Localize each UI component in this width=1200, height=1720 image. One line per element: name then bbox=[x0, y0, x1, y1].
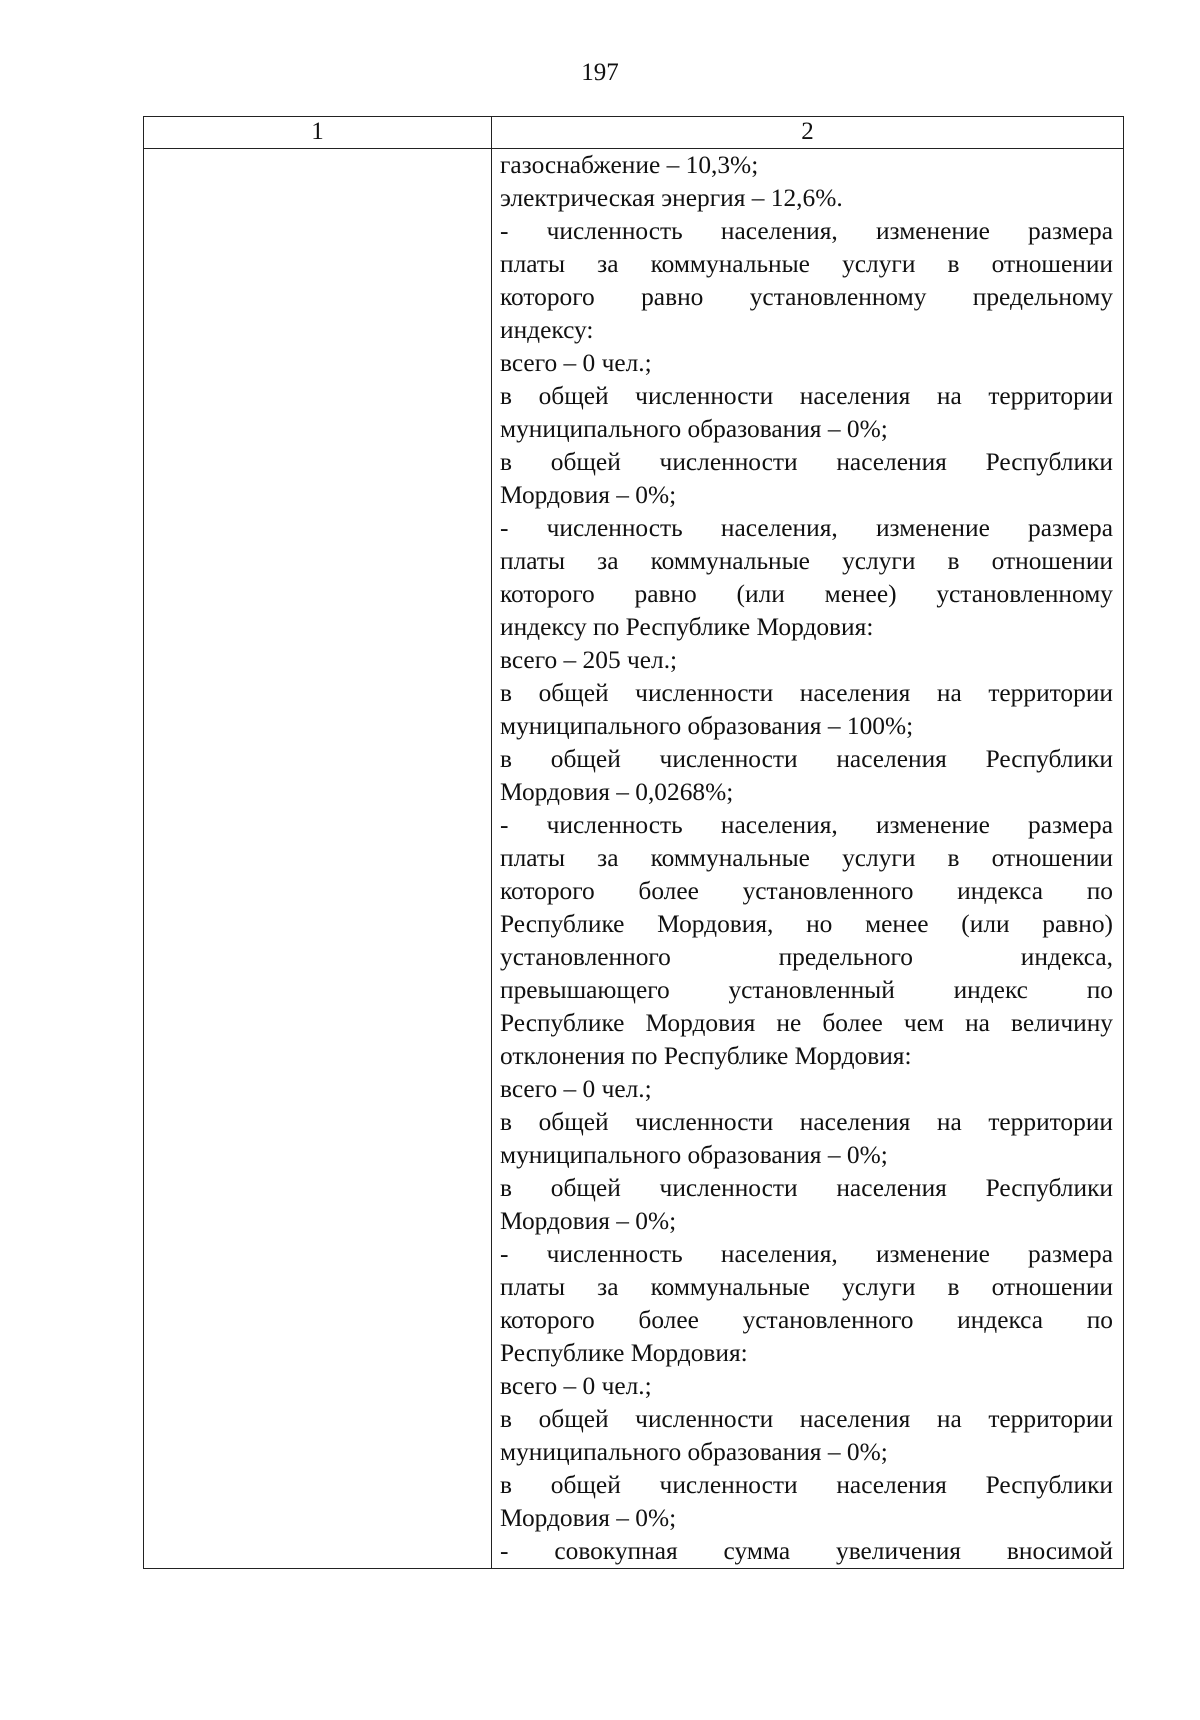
text-line: в общей численности населения на территории bbox=[500, 382, 1113, 410]
text-line: Республике Мордовия, но менее (или равно) bbox=[500, 910, 1113, 938]
text-line: всего – 205 чел.; bbox=[500, 646, 678, 674]
text-line: платы за коммунальные услуги в отношении bbox=[500, 844, 1113, 872]
column-header-1: 1 bbox=[144, 117, 492, 149]
text-line: - численность населения, изменение размера bbox=[500, 1240, 1113, 1268]
text-line: в общей численности населения Республики bbox=[500, 1471, 1113, 1499]
text-line: муниципального образования – 100%; bbox=[500, 712, 914, 740]
text-line: газоснабжение – 10,3%; bbox=[500, 151, 759, 179]
text-line: индексу по Республике Мордовия: bbox=[500, 613, 874, 641]
column-1-cell bbox=[144, 149, 492, 1569]
text-line: в общей численности населения на территории bbox=[500, 1405, 1113, 1433]
text-line: отклонения по Республике Мордовия: bbox=[500, 1042, 912, 1070]
text-line: платы за коммунальные услуги в отношении bbox=[500, 1273, 1113, 1301]
text-line: - численность населения, изменение размера bbox=[500, 811, 1113, 839]
column-2-cell bbox=[492, 149, 1124, 1569]
text-line: превышающего установленный индекс по bbox=[500, 976, 1113, 1004]
text-line: в общей численности населения Республики bbox=[500, 448, 1113, 476]
text-line: Мордовия – 0%; bbox=[500, 1504, 677, 1532]
text-line: муниципального образования – 0%; bbox=[500, 1141, 888, 1169]
text-line: в общей численности населения на территории bbox=[500, 679, 1113, 707]
text-line: электрическая энергия – 12,6%. bbox=[500, 184, 843, 212]
text-line: платы за коммунальные услуги в отношении bbox=[500, 250, 1113, 278]
text-line: муниципального образования – 0%; bbox=[500, 1438, 888, 1466]
text-line: в общей численности населения на территории bbox=[500, 1108, 1113, 1136]
text-line: всего – 0 чел.; bbox=[500, 349, 652, 377]
text-line: индексу: bbox=[500, 316, 594, 344]
text-line: которого более установленного индекса по bbox=[500, 877, 1113, 905]
text-line: - численность населения, изменение размера bbox=[500, 514, 1113, 542]
text-line: Мордовия – 0%; bbox=[500, 1207, 677, 1235]
column-2-text bbox=[500, 149, 1113, 1568]
column-header-2: 2 bbox=[492, 117, 1124, 149]
text-line: - совокупная сумма увеличения вносимой bbox=[500, 1537, 1113, 1565]
text-line: которого более установленного индекса по bbox=[500, 1306, 1113, 1334]
table-header-row bbox=[144, 117, 1124, 149]
text-line: в общей численности населения Республики bbox=[500, 745, 1113, 773]
text-line: Республике Мордовия: bbox=[500, 1339, 748, 1367]
table-row bbox=[144, 149, 1124, 1569]
page-number: 197 bbox=[581, 59, 619, 86]
text-line: платы за коммунальные услуги в отношении bbox=[500, 547, 1113, 575]
text-line: Мордовия – 0,0268%; bbox=[500, 778, 734, 806]
document-table bbox=[143, 116, 1124, 1569]
text-line: которого равно (или менее) установленному bbox=[500, 580, 1113, 608]
text-line: - численность населения, изменение размера bbox=[500, 217, 1113, 245]
text-line: которого равно установленному предельному bbox=[500, 283, 1113, 311]
text-line: установленного предельного индекса, bbox=[500, 943, 1113, 971]
text-line: Республике Мордовия не более чем на величину bbox=[500, 1009, 1113, 1037]
text-line: в общей численности населения Республики bbox=[500, 1174, 1113, 1202]
text-line: всего – 0 чел.; bbox=[500, 1075, 652, 1103]
text-line: муниципального образования – 0%; bbox=[500, 415, 888, 443]
text-line: всего – 0 чел.; bbox=[500, 1372, 652, 1400]
text-line: Мордовия – 0%; bbox=[500, 481, 677, 509]
